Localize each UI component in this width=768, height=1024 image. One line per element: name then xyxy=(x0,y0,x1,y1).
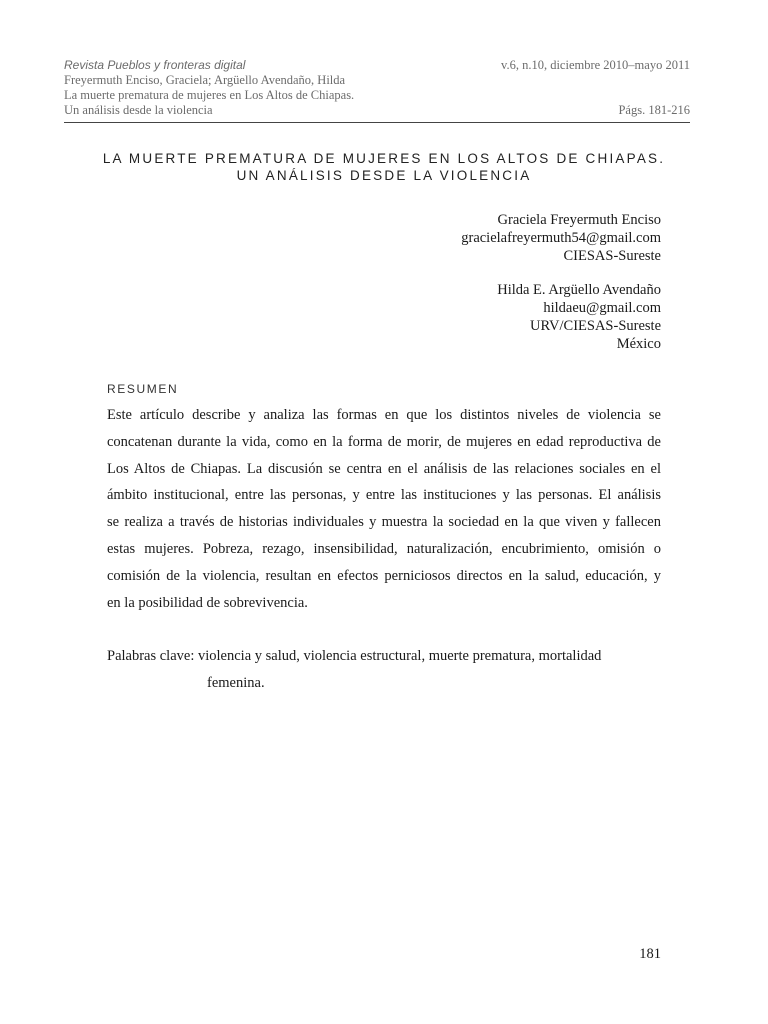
header-rule xyxy=(64,122,690,123)
header-pages: Págs. 181-216 xyxy=(618,103,690,117)
abstract-line: comisión de la violencia, resultan en efectos perniciosos directos en la salud, educación, y xyxy=(107,567,661,584)
abstract-line: Este artículo describe y analiza las formas en que los distintos niveles de violencia se xyxy=(107,407,661,423)
header-row-4 xyxy=(64,103,690,118)
abstract-heading: RESUMEN xyxy=(107,382,179,396)
abstract-line: ámbito institucional, entre las personas, y entre las instituciones y las personas. El análisis xyxy=(107,487,661,504)
abstract-line: Los Altos de Chiapas. La discusión se centra en el análisis de las relaciones sociales en el xyxy=(107,460,661,477)
author-block xyxy=(461,212,661,354)
author-1-name: Graciela Freyermuth Enciso xyxy=(497,212,661,228)
author-2-affiliation: URV/CIESAS-Sureste xyxy=(530,317,661,334)
keywords-line-2: femenina. xyxy=(207,675,265,691)
author-2-name: Hilda E. Argüello Avendaño xyxy=(497,282,661,299)
author-2-email: hildaeu@gmail.com xyxy=(543,300,661,317)
header-title-line-1: La muerte prematura de mujeres en Los Altos de Chiapas. xyxy=(64,88,355,102)
journal-name: Revista Pueblos y fronteras digital xyxy=(64,58,246,72)
keywords xyxy=(107,643,667,697)
header-row-1 xyxy=(64,58,690,73)
journal-volume: v.6, n.10, diciembre 2010–mayo 2011 xyxy=(501,58,690,72)
header-authors: Freyermuth Enciso, Graciela; Argüello Avendaño, Hilda xyxy=(64,73,346,87)
keywords-line-1: Palabras clave: violencia y salud, violencia estructural, muerte prematura, mortalidad xyxy=(107,648,602,664)
author-1-affiliation: CIESAS-Sureste xyxy=(563,247,661,264)
header-title-line-2: Un análisis desde la violencia xyxy=(64,103,213,117)
page-number: 181 xyxy=(639,946,661,962)
abstract-body xyxy=(107,402,661,616)
article-title xyxy=(64,150,704,184)
abstract-line: estas mujeres. Pobreza, rezago, insensibilidad, naturalización, encubrimiento, omisión o xyxy=(107,540,661,557)
running-header xyxy=(64,58,690,118)
abstract-line: se realiza a través de historias individuales y muestra la sociedad en la que viven y fallecen xyxy=(107,514,661,531)
article-title-line-1: LA MUERTE PREMATURA DE MUJERES EN LOS ALTOS DE CHIAPAS. xyxy=(102,151,666,166)
author-2-country: México xyxy=(616,335,661,352)
author-1-email: gracielafreyermuth54@gmail.com xyxy=(461,229,661,246)
abstract-line: en la posibilidad de sobrevivencia. xyxy=(107,594,308,611)
article-title-line-2: UN ANÁLISIS DESDE LA VIOLENCIA xyxy=(236,168,532,183)
abstract-line: concatenan durante la vida, como en la forma de morir, de mujeres en edad reproductiva de xyxy=(107,433,661,450)
